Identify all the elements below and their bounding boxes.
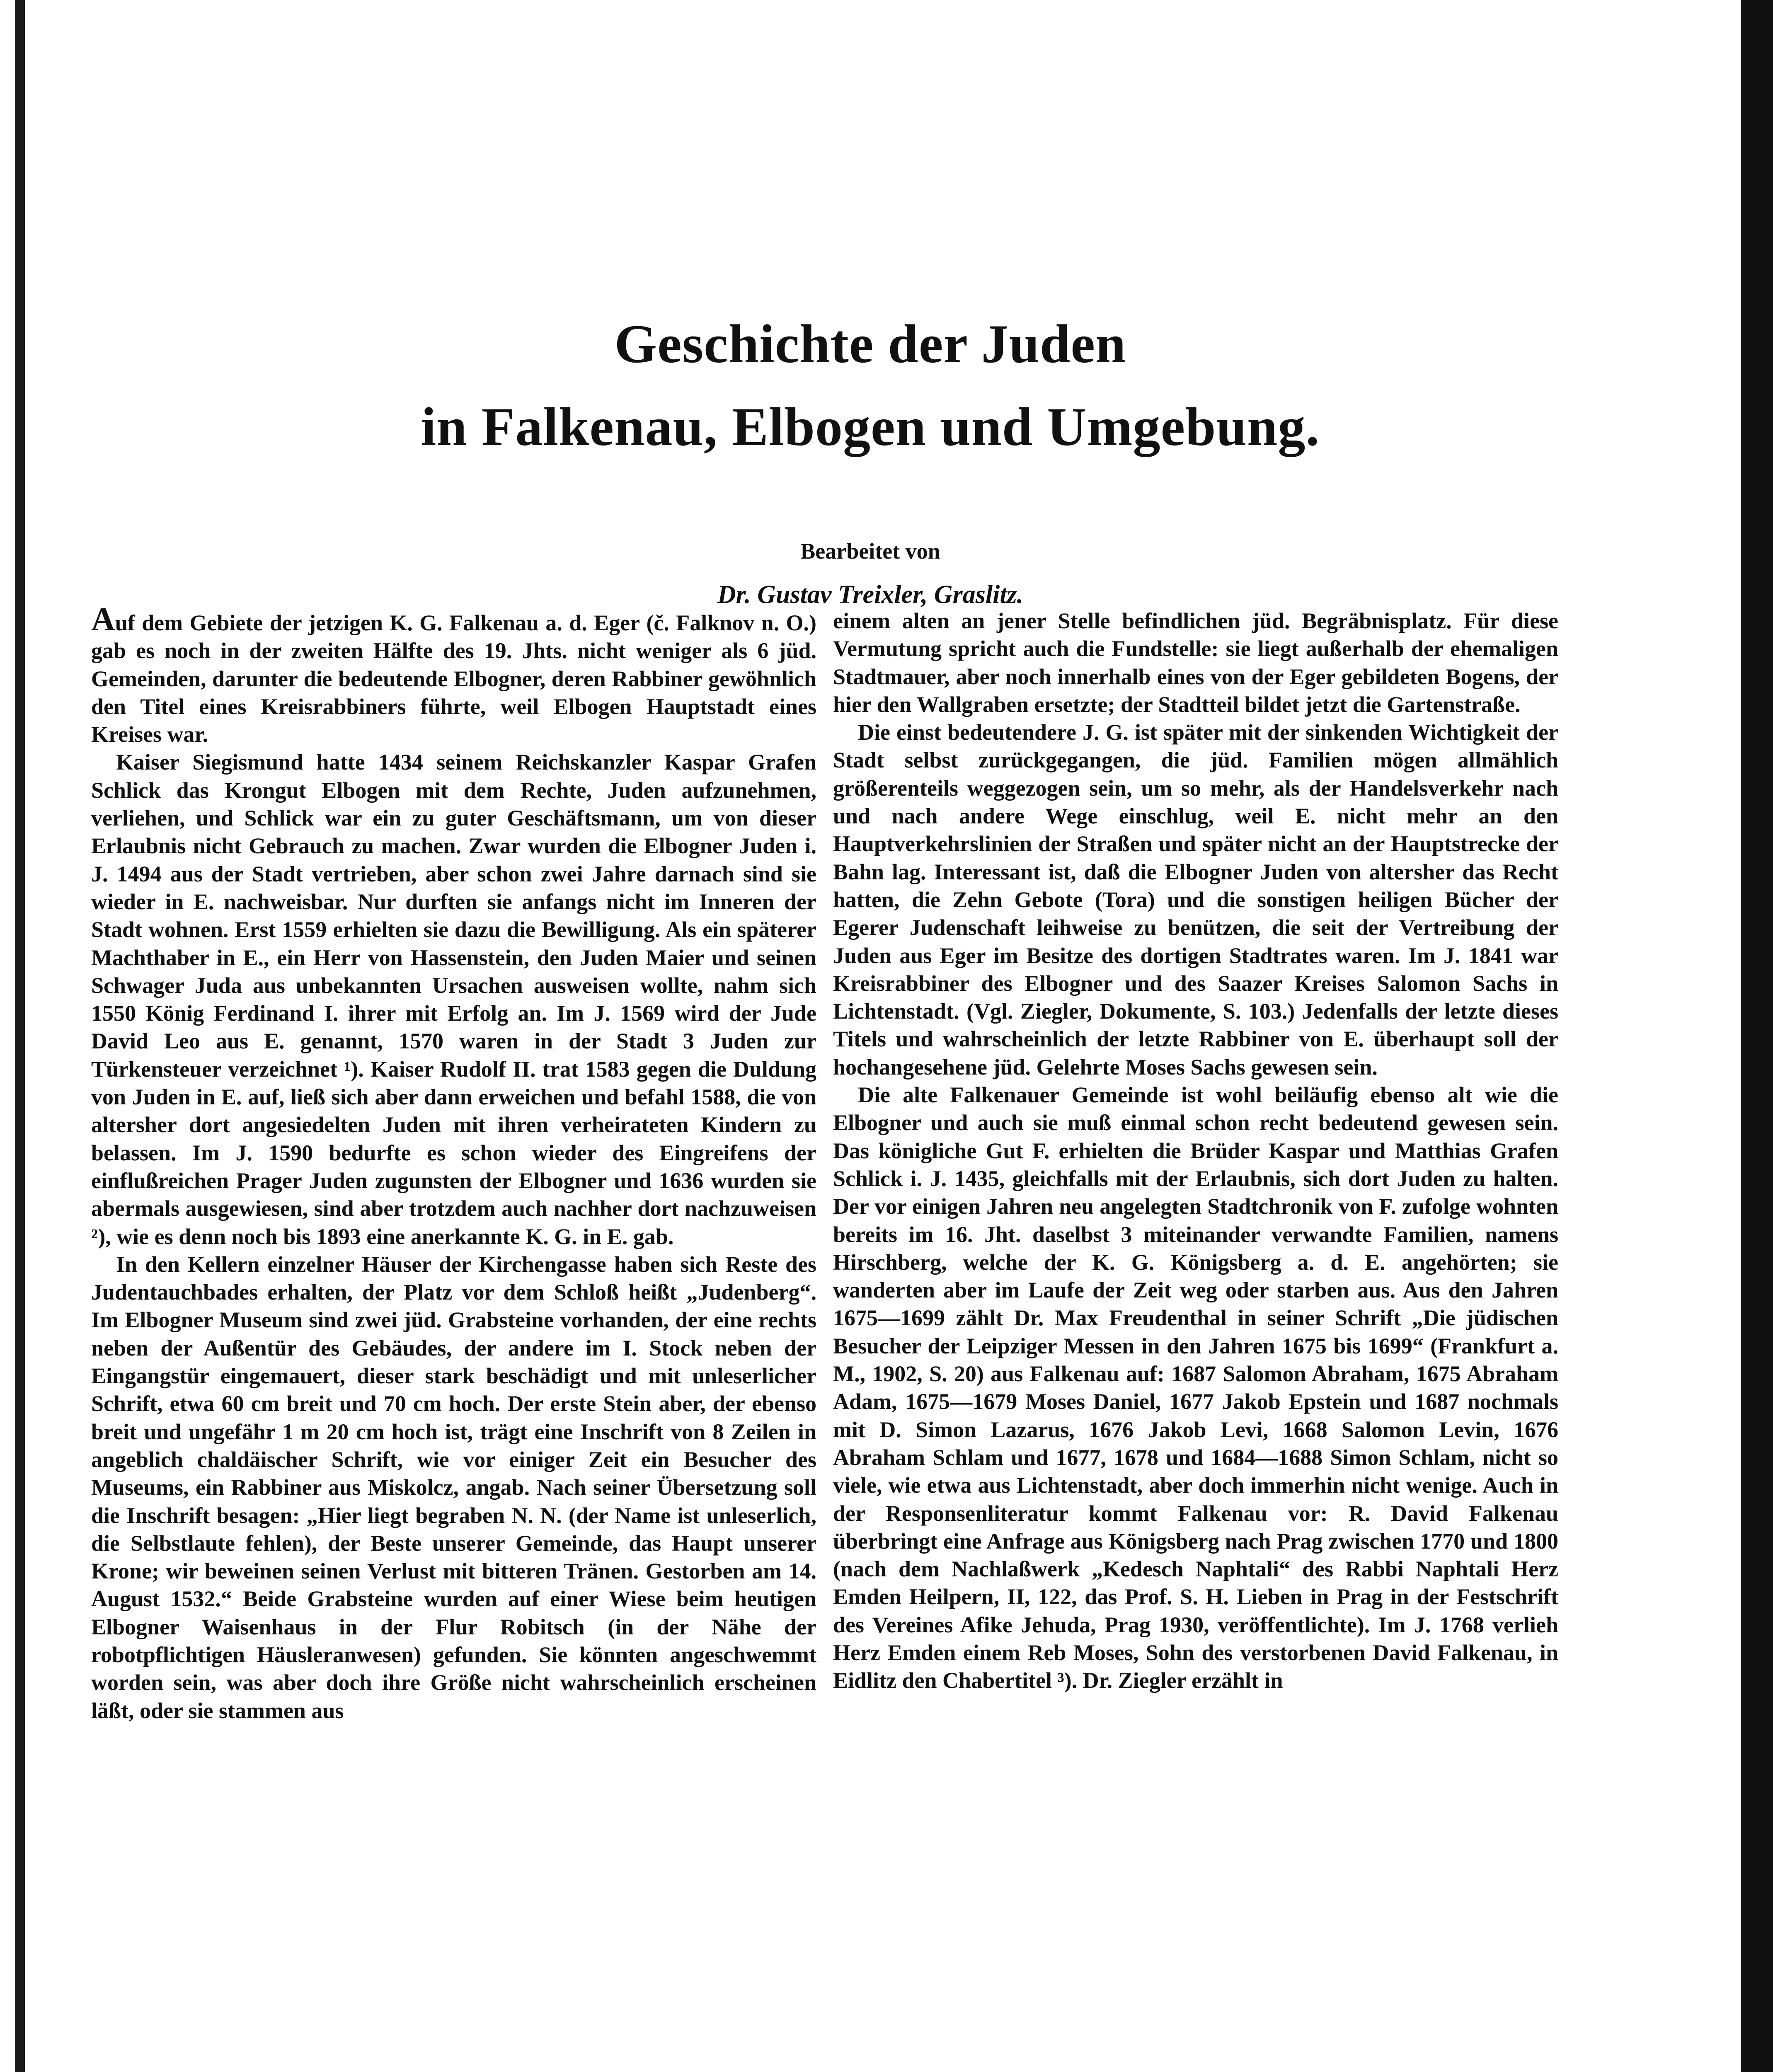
right-column — [833, 607, 1558, 2072]
title-line-2: in Falkenau, Elbogen und Umgebung. — [421, 396, 1320, 457]
body-columns — [91, 601, 1649, 2072]
left-paragraph-1 — [91, 601, 816, 748]
left-paragraph-2: Kaiser Siegismund hatte 1434 seinem Reichskanzler Kaspar Grafen Schlick das Krongut Elbogen mit dem Rechte, Juden aufzunehmen, verliehen, und Schlick war ein zu guter Geschäftsmann, um von dieser Erlaubnis nicht Gebrauch zu machen. Zwar wurden die Elbogner Juden i. J. 1494 aus der Stadt vertrieben, aber schon zwei Jahre darnach sind sie wieder in E. nachweisbar. Nur durften sie anfangs nicht im Inneren der Stadt wohnen. Erst 1559 erhielten sie dazu die Bewilligung. Als ein späterer Machthaber in E., ein Herr von Hassenstein, den Juden Maier und seinen Schwager Juda aus unbekannten Ursachen ausweisen wollte, nahm sich 1550 König Ferdinand I. ihrer mit Erfolg an. Im J. 1569 wird der Jude David Leo aus E. genannt, 1570 waren in der Stadt 3 Juden zur Türkensteuer verzeichnet ¹). Kaiser Rudolf II. trat 1583 gegen die Duldung von Juden in E. auf, ließ sich aber dann erweichen und befahl 1588, die von altersher dort angesiedelten Juden mit ihren verheirateten Kindern zu belassen. Im J. 1590 bedurfte es schon wieder des Eingreifens der einflußreichen Prager Juden zugunsten der Elbogner und 1636 wurden sie abermals ausgewiesen, sind aber trotzdem auch nachher dort nachzuweisen ²), wie es denn noch bis 1893 eine anerkannte K. G. in E. gab. — [91, 750, 816, 1249]
document-page — [91, 0, 1649, 2072]
edited-by-label: Bearbeitet von — [800, 539, 940, 564]
left-paragraph-3: In den Kellern einzelner Häuser der Kirchengasse haben sich Reste des Judentauchbades erhalten, der Platz vor dem Schloß heißt „Judenberg“. Im Elbogner Museum sind zwei jüd. Grabsteine vorhanden, der eine rechts neben der Außentür des Gebäudes, der andere im I. Stock neben der Eingangstür eingemauert, dieser stark beschädigt und mit unleserlicher Schrift, etwa 60 cm breit und 70 cm hoch. Der erste Stein aber, der ebenso breit und ungefähr 1 m 20 cm hoch ist, trägt eine Inschrift von 8 Zeilen in angeblich chaldäischer Schrift, wie vor einiger Zeit ein Besucher des Museums, ein Rabbiner aus Miskolcz, angab. Nach seiner Übersetzung soll die Inschrift besagen: „Hier liegt begraben N. N. (der Name ist unleserlich, die Selbstlaute fehlen), der Beste unserer Gemeinde, das Haupt unserer Krone; wir beweinen seinen Verlust mit bitteren Tränen. Gestorben am 14. August 1532.“ Beide Grabsteine wurden auf einer Wiese beim heutigen Elbogner Waisenhaus in der Flur Robitsch (in der Nähe der robotpflichtigen Häusleranwesen) gefunden. Sie könnten angeschwemmt worden sein, was aber doch ihre Größe nicht wahrscheinlich erscheinen läßt, oder sie stammen aus — [91, 1251, 816, 1723]
left-paragraph-1-text: uf dem Gebiete der jetzigen K. G. Falkenau a. d. Eger (č. Falknov n. O.) gab es noch in der zweiten Hälfte des 19. Jhts. nicht weniger als 6 jüd. Gemeinden, darunter die bedeutende Elbogner, deren Rabbiner gewöhnlich den Titel eines Kreisrabbiners führte, weil Elbogen Hauptstadt eines Kreises war. — [91, 610, 816, 747]
right-paragraph-2: Die einst bedeutendere J. G. ist später mit der sinkenden Wichtigkeit der Stadt selbst zurückgegangen, die jüd. Familien mögen allmählich größerenteils weggezogen sein, um so mehr, als der Handelsverkehr nach und nach andere Wege einschlug, weil E. nicht mehr an den Hauptverkehrslinien der Straßen und später nicht an der Hauptstrecke der Bahn lag. Interessant ist, daß die Elbogner Juden von altersher das Recht hatten, die Zehn Gebote (Tora) und die sonstigen heiligen Bücher der Egerer Judenschaft leihweise zu benützen, die seit der Vertreibung der Juden aus Eger im Besitze des dortigen Stadtrates waren. Im J. 1841 war Kreisrabbiner des Elbogner und des Saazer Kreises Salomon Sachs in Lichtenstadt. (Vgl. Ziegler, Dokumente, S. 103.) Jedenfalls der letzte dieses Titels und wahrscheinlich der letzte Rabbiner von E. überhaupt soll der hochangesehene jüd. Gelehrte Moses Sachs gewesen sein. — [833, 720, 1558, 1080]
right-paragraph-3: Die alte Falkenauer Gemeinde ist wohl beiläufig ebenso alt wie die Elbogner und auch sie muß einmal schon recht bedeutend gewesen sein. Das königliche Gut F. erhielten die Brüder Kaspar und Matthias Grafen Schlick i. J. 1435, gleichfalls mit der Erlaubnis, sich dort Juden zu halten. Der vor einigen Jahren neu angelegten Stadtchronik von F. zufolge wohnten bereits im 16. Jht. daselbst 3 miteinander verwandte Familien, namens Hirschberg, welche der K. G. Königsberg a. d. E. angehörten; sie wanderten aber im Laufe der Zeit weg oder starben aus. Aus den Jahren 1675—1699 zählt Dr. Max Freudenthal in seiner Schrift „Die jüdischen Besucher der Leipziger Messen in den Jahren 1675 bis 1699“ (Frankfurt a. M., 1902, S. 20) aus Falkenau auf: 1687 Salomon Abraham, 1675 Abraham Adam, 1675—1679 Moses Daniel, 1677 Jakob Epstein und 1687 nochmals mit D. Simon Lazarus, 1676 Jakob Levi, 1668 Salomon Levin, 1676 Abraham Schlam und 1677, 1678 und 1684—1688 Simon Schlam, nicht so viele, wie etwa aus Lichtenstadt, aber doch immerhin nicht wenige. Auch in der Responsenliteratur kommt Falkenau vor: R. David Falkenau überbringt eine Anfrage aus Königsberg nach Prag zwischen 1770 und 1800 (nach dem Nachlaßwerk „Kedesch Naphtali“ des Rabbi Naphtali Herz Emden Heilpern, II, 122, das Prof. S. H. Lieben in Prag in der Festschrift des Vereines Afike Jehuda, Prag 1930, veröffentlichte). Im J. 1768 verlieh Herz Emden einem Reb Moses, Sohn des verstorbenen David Falkenau, in Eidlitz den Chabertitel ³). Dr. Ziegler erzählt in — [833, 1082, 1558, 1693]
right-paragraph-1: einem alten an jener Stelle befindlichen jüd. Begräbnisplatz. Für diese Vermutung spricht auch die Fundstelle: sie liegt außerhalb der ehemaligen Stadtmauer, aber noch innerhalb eines von der Eger gebildeten Bogens, der hier den Wallgraben ersetzte; der Stadtteil bildet jetzt die Gartenstraße. — [833, 608, 1558, 717]
drop-cap: A — [91, 601, 115, 638]
left-column — [91, 601, 816, 2072]
scan-left-border — [15, 0, 25, 2072]
scan-right-border — [1741, 0, 1773, 2072]
title-line-1: Geschichte der Juden — [614, 313, 1126, 374]
article-header — [91, 303, 1649, 613]
author-name: Dr. Gustav Treixler, Graslitz. — [717, 581, 1024, 609]
